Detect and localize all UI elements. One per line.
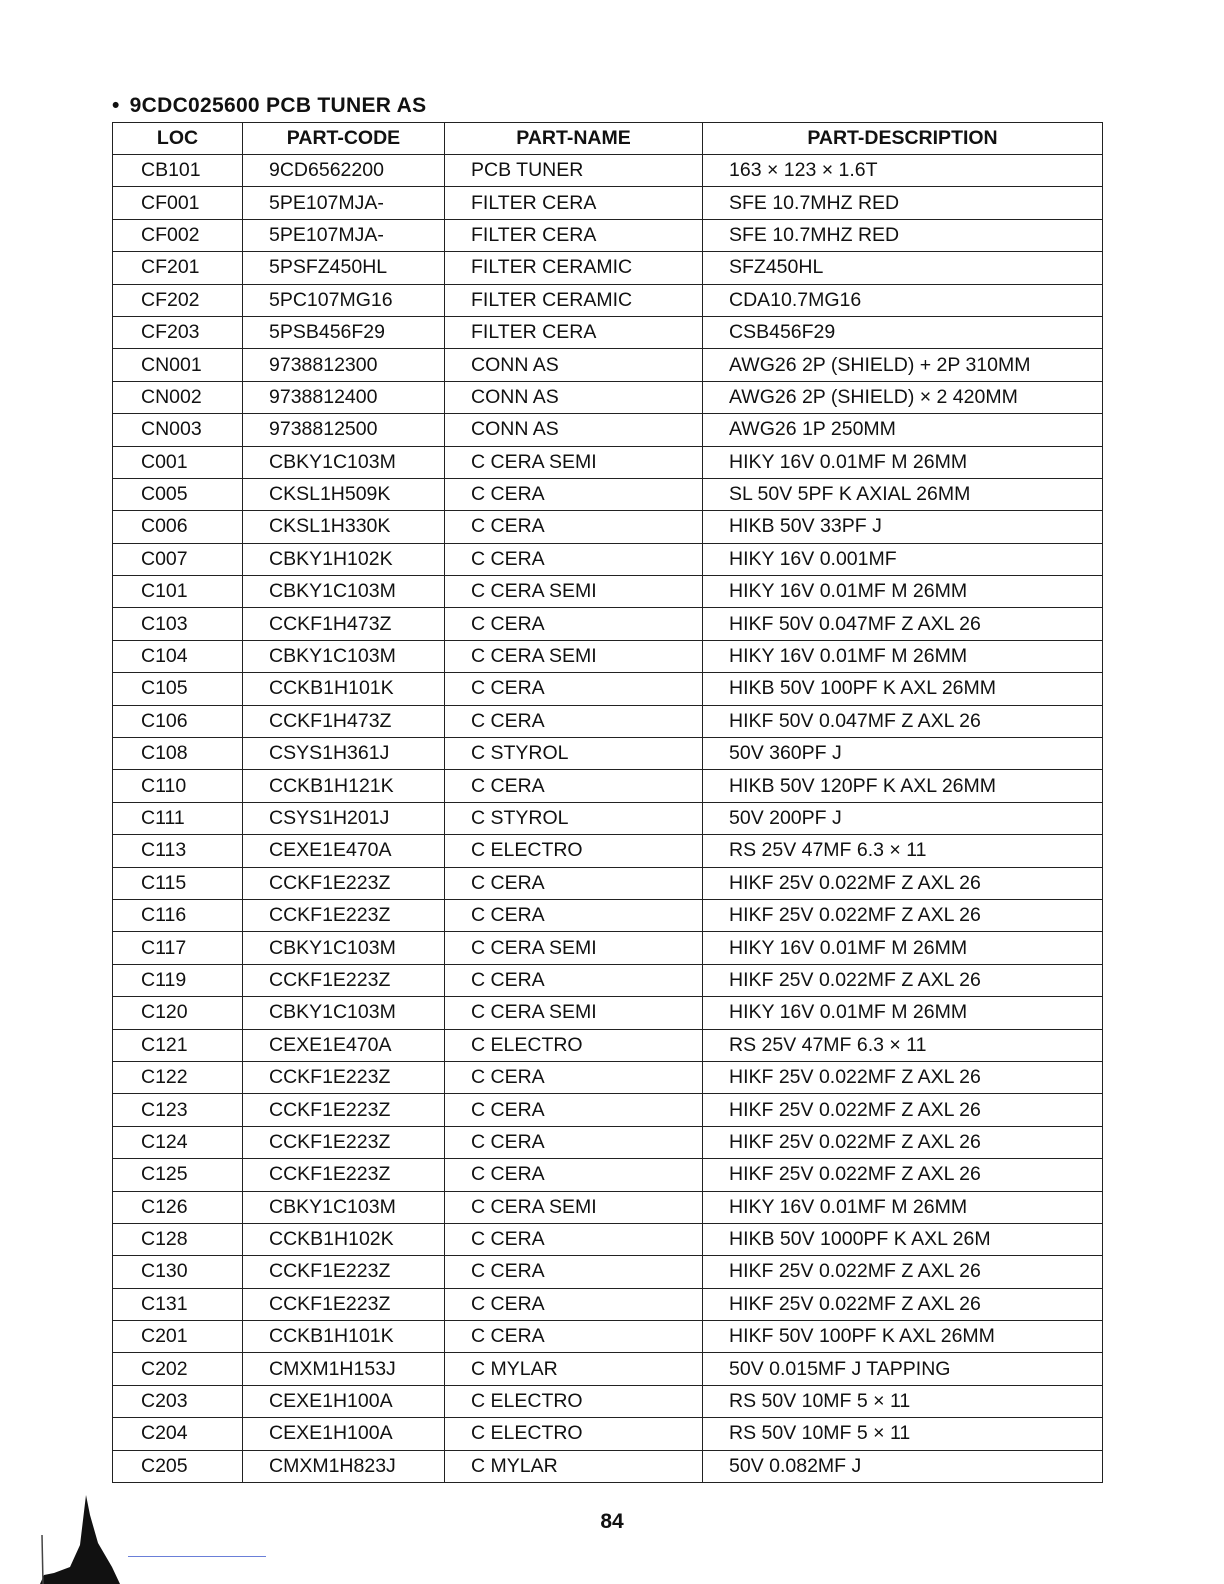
cell-part-code: 5PSFZ450HL [243, 252, 445, 284]
heading-bullet: • [112, 94, 120, 117]
cell-loc: C119 [113, 964, 243, 996]
cell-part-name: C CERA SEMI [445, 997, 703, 1029]
table-row [113, 997, 1103, 1029]
table-row [113, 899, 1103, 931]
table-row [113, 705, 1103, 737]
cell-part-name: C STYROL [445, 738, 703, 770]
cell-part-code: CEXE1E470A [243, 835, 445, 867]
table-row [113, 284, 1103, 316]
table-row [113, 219, 1103, 251]
cell-part-description: 163 × 123 × 1.6T [703, 155, 1103, 187]
cell-part-code: CCKB1H102K [243, 1223, 445, 1255]
cell-part-code: 9738812300 [243, 349, 445, 381]
table-row [113, 155, 1103, 187]
cell-loc: C126 [113, 1191, 243, 1223]
cell-part-description: HIKF 25V 0.022MF Z AXL 26 [703, 867, 1103, 899]
cell-part-code: CCKF1E223Z [243, 1256, 445, 1288]
table-row [113, 349, 1103, 381]
cell-part-name: CONN AS [445, 381, 703, 413]
table-row [113, 1321, 1103, 1353]
cell-part-code: CCKF1E223Z [243, 1126, 445, 1158]
table-row [113, 835, 1103, 867]
table-row [113, 316, 1103, 348]
table-row [113, 1061, 1103, 1093]
cell-part-code: CBKY1C103M [243, 446, 445, 478]
cell-part-name: C STYROL [445, 802, 703, 834]
table-row [113, 1126, 1103, 1158]
cell-part-description: HIKF 50V 0.047MF Z AXL 26 [703, 608, 1103, 640]
cell-part-code: CCKF1E223Z [243, 1061, 445, 1093]
cell-part-description: HIKF 25V 0.022MF Z AXL 26 [703, 964, 1103, 996]
cell-loc: C110 [113, 770, 243, 802]
table-row [113, 1418, 1103, 1450]
page-number: 84 [600, 1510, 624, 1533]
cell-loc: C125 [113, 1159, 243, 1191]
cell-loc: C101 [113, 576, 243, 608]
cell-part-name: C ELECTRO [445, 1029, 703, 1061]
cell-loc: CF002 [113, 219, 243, 251]
cell-loc: C113 [113, 835, 243, 867]
table-row [113, 446, 1103, 478]
cell-part-name: C CERA [445, 867, 703, 899]
cell-part-code: 9CD6562200 [243, 155, 445, 187]
cell-loc: CF203 [113, 316, 243, 348]
table-row [113, 1385, 1103, 1417]
cell-part-description: HIKB 50V 100PF K AXL 26MM [703, 673, 1103, 705]
cell-part-name: C CERA [445, 1288, 703, 1320]
cell-loc: C007 [113, 543, 243, 575]
cell-part-code: 5PC107MG16 [243, 284, 445, 316]
cell-part-description: AWG26 1P 250MM [703, 414, 1103, 446]
cell-part-name: C CERA [445, 964, 703, 996]
cell-part-description: RS 50V 10MF 5 × 11 [703, 1385, 1103, 1417]
cell-loc: C128 [113, 1223, 243, 1255]
cell-part-name: C CERA [445, 543, 703, 575]
cell-part-name: C CERA SEMI [445, 640, 703, 672]
cell-part-description: 50V 0.082MF J [703, 1450, 1103, 1482]
parts-table [112, 122, 1103, 1483]
cell-part-name: FILTER CERA [445, 219, 703, 251]
table-row [113, 738, 1103, 770]
cell-part-description: SFE 10.7MHZ RED [703, 219, 1103, 251]
cell-part-name: C ELECTRO [445, 835, 703, 867]
table-header-row [113, 123, 1103, 155]
cell-part-name: C CERA [445, 1256, 703, 1288]
cell-part-code: CCKF1E223Z [243, 964, 445, 996]
cell-part-code: CCKF1H473Z [243, 705, 445, 737]
cell-loc: C122 [113, 1061, 243, 1093]
table-row [113, 1223, 1103, 1255]
cell-part-code: CBKY1C103M [243, 997, 445, 1029]
cell-part-name: C MYLAR [445, 1450, 703, 1482]
cell-part-description: HIKF 25V 0.022MF Z AXL 26 [703, 1159, 1103, 1191]
cell-part-code: CMXM1H823J [243, 1450, 445, 1482]
cell-part-code: CSYS1H361J [243, 738, 445, 770]
cell-loc: C204 [113, 1418, 243, 1450]
cell-part-code: 9738812500 [243, 414, 445, 446]
cell-part-description: HIKB 50V 1000PF K AXL 26M [703, 1223, 1103, 1255]
table-row [113, 932, 1103, 964]
cell-part-description: HIKY 16V 0.01MF M 26MM [703, 997, 1103, 1029]
cell-part-code: CEXE1H100A [243, 1418, 445, 1450]
cell-loc: CN002 [113, 381, 243, 413]
cell-part-description: 50V 200PF J [703, 802, 1103, 834]
cell-loc: CN001 [113, 349, 243, 381]
table-row [113, 867, 1103, 899]
table-row [113, 964, 1103, 996]
cell-loc: C131 [113, 1288, 243, 1320]
cell-part-description: HIKB 50V 33PF J [703, 511, 1103, 543]
cell-part-name: C ELECTRO [445, 1418, 703, 1450]
cell-part-name: C CERA [445, 608, 703, 640]
cell-part-name: C CERA [445, 1159, 703, 1191]
cell-loc: C106 [113, 705, 243, 737]
cell-part-description: HIKF 25V 0.022MF Z AXL 26 [703, 1288, 1103, 1320]
cell-loc: C111 [113, 802, 243, 834]
cell-part-description: HIKY 16V 0.01MF M 26MM [703, 446, 1103, 478]
cell-loc: C203 [113, 1385, 243, 1417]
table-row [113, 576, 1103, 608]
cell-part-code: CCKF1E223Z [243, 1159, 445, 1191]
table-row [113, 1159, 1103, 1191]
cell-part-name: C CERA [445, 770, 703, 802]
scan-edge-line [128, 1556, 266, 1557]
cell-part-code: CEXE1E470A [243, 1029, 445, 1061]
cell-part-code: 5PE107MJA- [243, 219, 445, 251]
cell-part-description: HIKY 16V 0.01MF M 26MM [703, 640, 1103, 672]
cell-loc: C001 [113, 446, 243, 478]
cell-part-code: CCKB1H101K [243, 673, 445, 705]
cell-part-name: C CERA [445, 1321, 703, 1353]
cell-part-name: C CERA SEMI [445, 446, 703, 478]
cell-part-name: CONN AS [445, 349, 703, 381]
cell-loc: C130 [113, 1256, 243, 1288]
cell-part-name: C CERA [445, 705, 703, 737]
cell-part-name: C CERA [445, 1061, 703, 1093]
cell-part-name: PCB TUNER [445, 155, 703, 187]
cell-part-description: HIKY 16V 0.001MF [703, 543, 1103, 575]
cell-part-code: 5PE107MJA- [243, 187, 445, 219]
cell-part-description: CDA10.7MG16 [703, 284, 1103, 316]
cell-part-description: AWG26 2P (SHIELD) × 2 420MM [703, 381, 1103, 413]
table-row [113, 1191, 1103, 1223]
cell-part-name: C CERA [445, 673, 703, 705]
cell-loc: C124 [113, 1126, 243, 1158]
cell-part-description: HIKF 25V 0.022MF Z AXL 26 [703, 899, 1103, 931]
cell-loc: C105 [113, 673, 243, 705]
cell-loc: C201 [113, 1321, 243, 1353]
table-row [113, 1256, 1103, 1288]
cell-loc: C115 [113, 867, 243, 899]
cell-part-description: RS 25V 47MF 6.3 × 11 [703, 835, 1103, 867]
header-part-code: PART-CODE [243, 123, 445, 155]
cell-part-name: FILTER CERA [445, 316, 703, 348]
table-row [113, 640, 1103, 672]
cell-part-name: C ELECTRO [445, 1385, 703, 1417]
cell-part-code: CKSL1H330K [243, 511, 445, 543]
section-heading [112, 94, 426, 118]
cell-loc: CF001 [113, 187, 243, 219]
table-row [113, 381, 1103, 413]
table-row [113, 252, 1103, 284]
cell-loc: C116 [113, 899, 243, 931]
header-loc: LOC [113, 123, 243, 155]
cell-part-name: CONN AS [445, 414, 703, 446]
cell-part-description: SFE 10.7MHZ RED [703, 187, 1103, 219]
cell-part-code: 5PSB456F29 [243, 316, 445, 348]
table-row [113, 1450, 1103, 1482]
scan-edge-mark [40, 1495, 120, 1584]
cell-part-code: 9738812400 [243, 381, 445, 413]
cell-part-description: HIKY 16V 0.01MF M 26MM [703, 1191, 1103, 1223]
cell-part-code: CBKY1H102K [243, 543, 445, 575]
cell-part-name: C CERA SEMI [445, 576, 703, 608]
cell-part-name: C CERA SEMI [445, 1191, 703, 1223]
table-row [113, 1288, 1103, 1320]
table-row [113, 414, 1103, 446]
cell-loc: C104 [113, 640, 243, 672]
cell-loc: C123 [113, 1094, 243, 1126]
heading-title: 9CDC025600 PCB TUNER AS [129, 94, 427, 117]
cell-part-name: FILTER CERA [445, 187, 703, 219]
cell-loc: C120 [113, 997, 243, 1029]
cell-loc: CF202 [113, 284, 243, 316]
cell-loc: C006 [113, 511, 243, 543]
cell-part-description: HIKF 25V 0.022MF Z AXL 26 [703, 1126, 1103, 1158]
cell-loc: C202 [113, 1353, 243, 1385]
cell-loc: C117 [113, 932, 243, 964]
header-part-name: PART-NAME [445, 123, 703, 155]
cell-part-name: FILTER CERAMIC [445, 252, 703, 284]
cell-part-code: CBKY1C103M [243, 640, 445, 672]
cell-part-description: 50V 0.015MF J TAPPING [703, 1353, 1103, 1385]
cell-part-description: AWG26 2P (SHIELD) + 2P 310MM [703, 349, 1103, 381]
cell-part-name: FILTER CERAMIC [445, 284, 703, 316]
cell-part-name: C CERA [445, 899, 703, 931]
table-row [113, 1353, 1103, 1385]
header-part-description: PART-DESCRIPTION [703, 123, 1103, 155]
table-row [113, 802, 1103, 834]
cell-part-name: C MYLAR [445, 1353, 703, 1385]
cell-part-description: 50V 360PF J [703, 738, 1103, 770]
cell-part-code: CBKY1C103M [243, 576, 445, 608]
cell-part-description: SFZ450HL [703, 252, 1103, 284]
cell-part-code: CCKF1E223Z [243, 867, 445, 899]
cell-part-code: CCKB1H101K [243, 1321, 445, 1353]
cell-part-description: RS 50V 10MF 5 × 11 [703, 1418, 1103, 1450]
cell-loc: C108 [113, 738, 243, 770]
cell-part-description: HIKY 16V 0.01MF M 26MM [703, 932, 1103, 964]
cell-part-description: RS 25V 47MF 6.3 × 11 [703, 1029, 1103, 1061]
cell-part-code: CCKF1E223Z [243, 1094, 445, 1126]
cell-part-code: CBKY1C103M [243, 932, 445, 964]
cell-loc: CF201 [113, 252, 243, 284]
cell-part-code: CKSL1H509K [243, 478, 445, 510]
table-row [113, 673, 1103, 705]
cell-part-description: HIKY 16V 0.01MF M 26MM [703, 576, 1103, 608]
table-row [113, 478, 1103, 510]
cell-loc: C103 [113, 608, 243, 640]
cell-part-code: CMXM1H153J [243, 1353, 445, 1385]
cell-part-code: CCKF1H473Z [243, 608, 445, 640]
table-row [113, 1094, 1103, 1126]
cell-part-code: CBKY1C103M [243, 1191, 445, 1223]
cell-part-name: C CERA [445, 478, 703, 510]
cell-part-description: HIKF 50V 100PF K AXL 26MM [703, 1321, 1103, 1353]
cell-part-code: CCKF1E223Z [243, 899, 445, 931]
cell-part-code: CCKB1H121K [243, 770, 445, 802]
table-row [113, 543, 1103, 575]
cell-part-name: C CERA [445, 511, 703, 543]
cell-loc: C121 [113, 1029, 243, 1061]
cell-part-name: C CERA [445, 1223, 703, 1255]
cell-part-description: HIKB 50V 120PF K AXL 26MM [703, 770, 1103, 802]
table-row [113, 1029, 1103, 1061]
cell-loc: CN003 [113, 414, 243, 446]
table-row [113, 770, 1103, 802]
cell-part-description: HIKF 25V 0.022MF Z AXL 26 [703, 1094, 1103, 1126]
cell-part-name: C CERA [445, 1094, 703, 1126]
cell-part-description: HIKF 50V 0.047MF Z AXL 26 [703, 705, 1103, 737]
table-row [113, 187, 1103, 219]
cell-part-name: C CERA SEMI [445, 932, 703, 964]
cell-part-description: CSB456F29 [703, 316, 1103, 348]
cell-part-name: C CERA [445, 1126, 703, 1158]
table-row [113, 608, 1103, 640]
cell-part-description: SL 50V 5PF K AXIAL 26MM [703, 478, 1103, 510]
cell-part-description: HIKF 25V 0.022MF Z AXL 26 [703, 1061, 1103, 1093]
table-row [113, 511, 1103, 543]
cell-part-code: CSYS1H201J [243, 802, 445, 834]
cell-part-description: HIKF 25V 0.022MF Z AXL 26 [703, 1256, 1103, 1288]
cell-part-code: CCKF1E223Z [243, 1288, 445, 1320]
cell-part-code: CEXE1H100A [243, 1385, 445, 1417]
cell-loc: C205 [113, 1450, 243, 1482]
cell-loc: CB101 [113, 155, 243, 187]
cell-loc: C005 [113, 478, 243, 510]
parts-table-body [113, 155, 1103, 1483]
